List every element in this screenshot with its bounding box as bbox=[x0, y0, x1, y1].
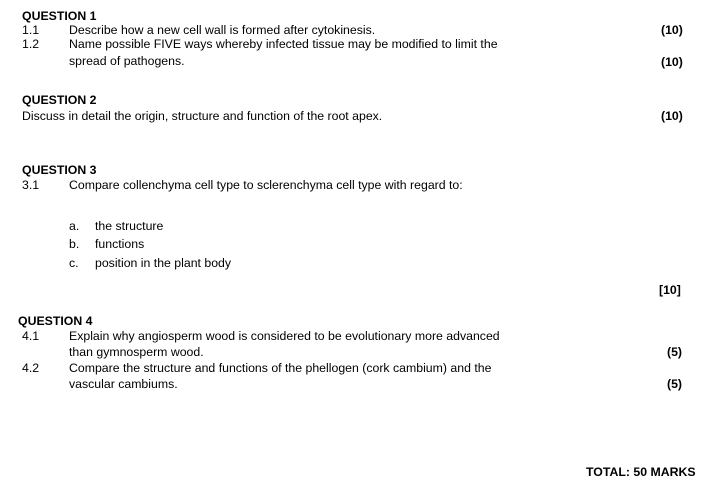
q1-2-text-line1: Name possible FIVE ways whereby infected tissue may be modified to limit the bbox=[69, 37, 498, 51]
q2-text: Discuss in detail the origin, structure and function of the root apex. bbox=[22, 109, 383, 123]
question-2-title: QUESTION 2 bbox=[22, 93, 97, 107]
question-1-title: QUESTION 1 bbox=[22, 9, 97, 23]
q4-2-text-line1: Compare the structure and functions of the phellogen (cork cambium) and the bbox=[69, 361, 492, 375]
q3-marks: [10] bbox=[659, 283, 681, 297]
q4-1-text-line2: than gymnosperm wood. bbox=[69, 345, 204, 359]
q1-1-number: 1.1 bbox=[22, 23, 40, 37]
q3-1-text: Compare collenchyma cell type to sclerenchyma cell type with regard to: bbox=[69, 178, 463, 192]
q4-1-marks: (5) bbox=[667, 345, 683, 359]
q4-2-number: 4.2 bbox=[22, 361, 40, 375]
q4-2-text-line2: vascular cambiums. bbox=[69, 377, 178, 391]
q2-marks: (10) bbox=[661, 109, 683, 123]
q1-2-number: 1.2 bbox=[22, 37, 40, 51]
q1-2-marks: (10) bbox=[661, 55, 683, 69]
q3-subitem-a-letter: a. bbox=[69, 219, 80, 233]
q1-2-text-line2: spread of pathogens. bbox=[69, 54, 185, 68]
total-marks: TOTAL: 50 MARKS bbox=[586, 465, 696, 479]
question-4-title: QUESTION 4 bbox=[18, 314, 93, 328]
q3-1-number: 3.1 bbox=[22, 178, 40, 192]
q4-2-marks: (5) bbox=[667, 377, 683, 391]
q4-1-text-line1: Explain why angiosperm wood is considered to be evolutionary more advanced bbox=[69, 329, 500, 343]
q3-subitem-a-text: the structure bbox=[95, 219, 164, 233]
q3-subitem-c-text: position in the plant body bbox=[95, 256, 232, 270]
q3-subitem-b-letter: b. bbox=[69, 237, 80, 251]
q3-subitem-b-text: functions bbox=[95, 237, 145, 251]
question-3-title: QUESTION 3 bbox=[22, 163, 97, 177]
q1-1-marks: (10) bbox=[661, 23, 683, 37]
q3-subitem-c-letter: c. bbox=[69, 256, 79, 270]
q1-1-text: Describe how a new cell wall is formed after cytokinesis. bbox=[69, 23, 376, 37]
q4-1-number: 4.1 bbox=[22, 329, 40, 343]
